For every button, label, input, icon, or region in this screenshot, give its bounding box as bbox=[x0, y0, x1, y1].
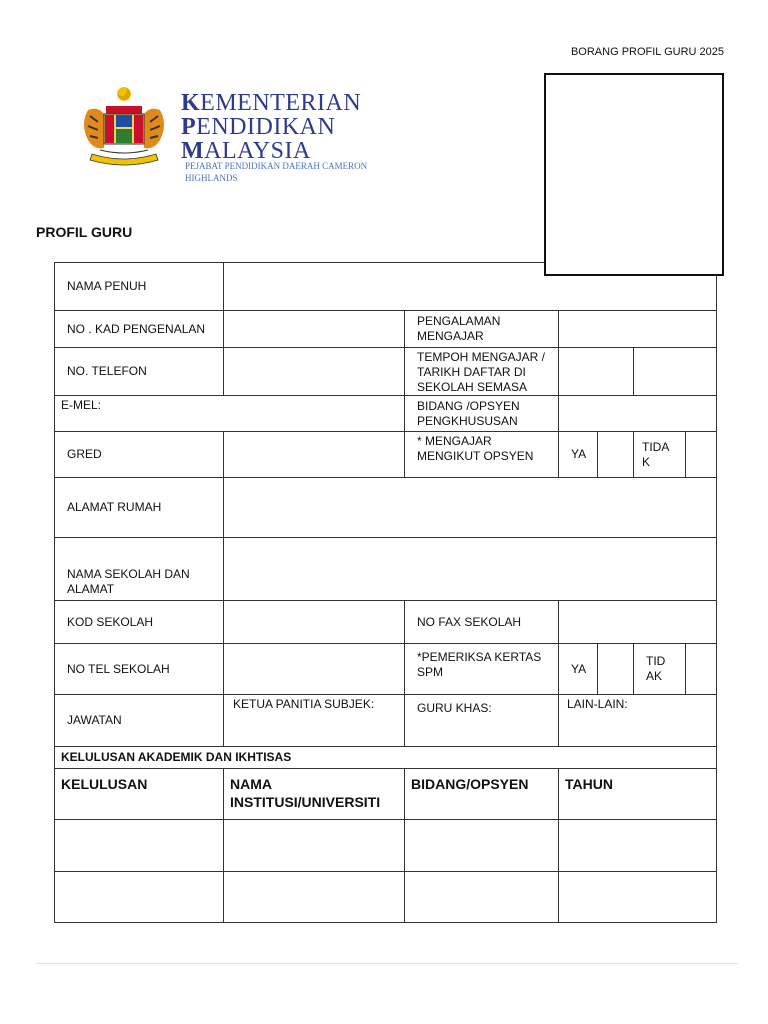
label-mengajar-opsyen: * MENGAJAR MENGIKUT OPSYEN bbox=[405, 432, 559, 478]
label-pengalaman-mengajar: PENGALAMAN MENGAJAR bbox=[405, 311, 559, 348]
label-no-telefon: NO. TELEFON bbox=[55, 348, 224, 396]
header-bidang-opsyen: BIDANG/OPSYEN bbox=[405, 769, 559, 820]
header-tahun: TAHUN bbox=[559, 769, 717, 820]
field-gred[interactable] bbox=[224, 432, 405, 478]
cell-tahun-2[interactable] bbox=[559, 872, 717, 923]
label-alamat-rumah: ALAMAT RUMAH bbox=[55, 478, 224, 538]
checkbox-ya-spm[interactable] bbox=[598, 644, 634, 695]
field-bidang-opsyen[interactable] bbox=[559, 396, 717, 432]
ministry-line-1: EMENTERIAN bbox=[200, 90, 362, 116]
label-jawatan: JAWATAN bbox=[55, 695, 224, 747]
profile-form-table bbox=[54, 262, 717, 923]
ministry-line-2: ENDIDIKAN bbox=[196, 114, 336, 140]
field-tempoh-mengajar[interactable] bbox=[559, 348, 634, 396]
ministry-initial-p: P bbox=[181, 114, 197, 140]
cell-kelulusan-2[interactable] bbox=[55, 872, 224, 923]
photo-box bbox=[544, 73, 724, 276]
ministry-initial-k: K bbox=[181, 90, 201, 116]
label-bidang-opsyen: BIDANG /OPSYEN PENGKHUSUSAN bbox=[405, 396, 559, 432]
ministry-line-3: ALAYSIA bbox=[204, 138, 311, 164]
cell-bidang-2[interactable] bbox=[405, 872, 559, 923]
form-code: BORANG PROFIL GURU 2025 bbox=[570, 46, 724, 58]
page-divider bbox=[36, 963, 738, 964]
field-tel-sekolah[interactable] bbox=[224, 644, 405, 695]
field-alamat-rumah[interactable] bbox=[224, 478, 717, 538]
cell-kelulusan-1[interactable] bbox=[55, 820, 224, 872]
label-kad-pengenalan: NO . KAD PENGENALAN bbox=[55, 311, 224, 348]
label-nama-penuh: NAMA PENUH bbox=[55, 263, 224, 311]
label-gred: GRED bbox=[55, 432, 224, 478]
cell-bidang-1[interactable] bbox=[405, 820, 559, 872]
label-kod-sekolah: KOD SEKOLAH bbox=[55, 601, 224, 644]
field-no-telefon[interactable] bbox=[224, 348, 405, 396]
label-tel-sekolah: NO TEL SEKOLAH bbox=[55, 644, 224, 695]
field-pengalaman-mengajar[interactable] bbox=[559, 311, 717, 348]
label-tempoh-mengajar: TEMPOH MENGAJAR / TARIKH DAFTAR DI SEKOLAH SEMASA bbox=[405, 348, 559, 396]
field-nama-sekolah[interactable] bbox=[224, 538, 717, 601]
header-kelulusan: KELULUSAN bbox=[55, 769, 224, 820]
label-ya-spm: YA bbox=[559, 644, 598, 695]
header-institusi: NAMA INSTITUSI/UNIVERSITI bbox=[224, 769, 405, 820]
cell-tahun-1[interactable] bbox=[559, 820, 717, 872]
field-fax-sekolah[interactable] bbox=[559, 601, 717, 644]
label-ya: YA bbox=[559, 432, 598, 478]
label-nama-sekolah: NAMA SEKOLAH DAN ALAMAT bbox=[55, 538, 224, 601]
label-pemeriksa-spm: *PEMERIKSA KERTAS SPM bbox=[405, 644, 559, 695]
option-guru-khas[interactable]: GURU KHAS: bbox=[405, 695, 559, 747]
label-tidak-spm: TID AK bbox=[634, 644, 686, 695]
checkbox-tidak-spm[interactable] bbox=[686, 644, 717, 695]
ministry-wordmark bbox=[181, 91, 361, 163]
option-lain-lain[interactable]: LAIN-LAIN: bbox=[559, 695, 717, 747]
cell-institusi-1[interactable] bbox=[224, 820, 405, 872]
malaysia-coat-of-arms-icon bbox=[74, 84, 174, 166]
label-fax-sekolah: NO FAX SEKOLAH bbox=[405, 601, 559, 644]
ministry-initial-m: M bbox=[181, 138, 205, 164]
field-kad-pengenalan[interactable] bbox=[224, 311, 405, 348]
option-ketua-panitia[interactable]: KETUA PANITIA SUBJEK: bbox=[224, 695, 405, 747]
section-title: PROFIL GURU bbox=[36, 224, 133, 240]
cell-institusi-2[interactable] bbox=[224, 872, 405, 923]
label-emel[interactable]: E-MEL: bbox=[55, 396, 405, 432]
label-tidak: TIDA K bbox=[634, 432, 686, 478]
field-tarikh-daftar[interactable] bbox=[634, 348, 717, 396]
academic-section-title: KELULUSAN AKADEMIK DAN IKHTISAS bbox=[55, 747, 717, 769]
checkbox-ya[interactable] bbox=[598, 432, 634, 478]
district-office-name: PEJABAT PENDIDIKAN DAERAH CAMERON HIGHLANDS bbox=[185, 161, 368, 183]
checkbox-tidak[interactable] bbox=[686, 432, 717, 478]
field-kod-sekolah[interactable] bbox=[224, 601, 405, 644]
